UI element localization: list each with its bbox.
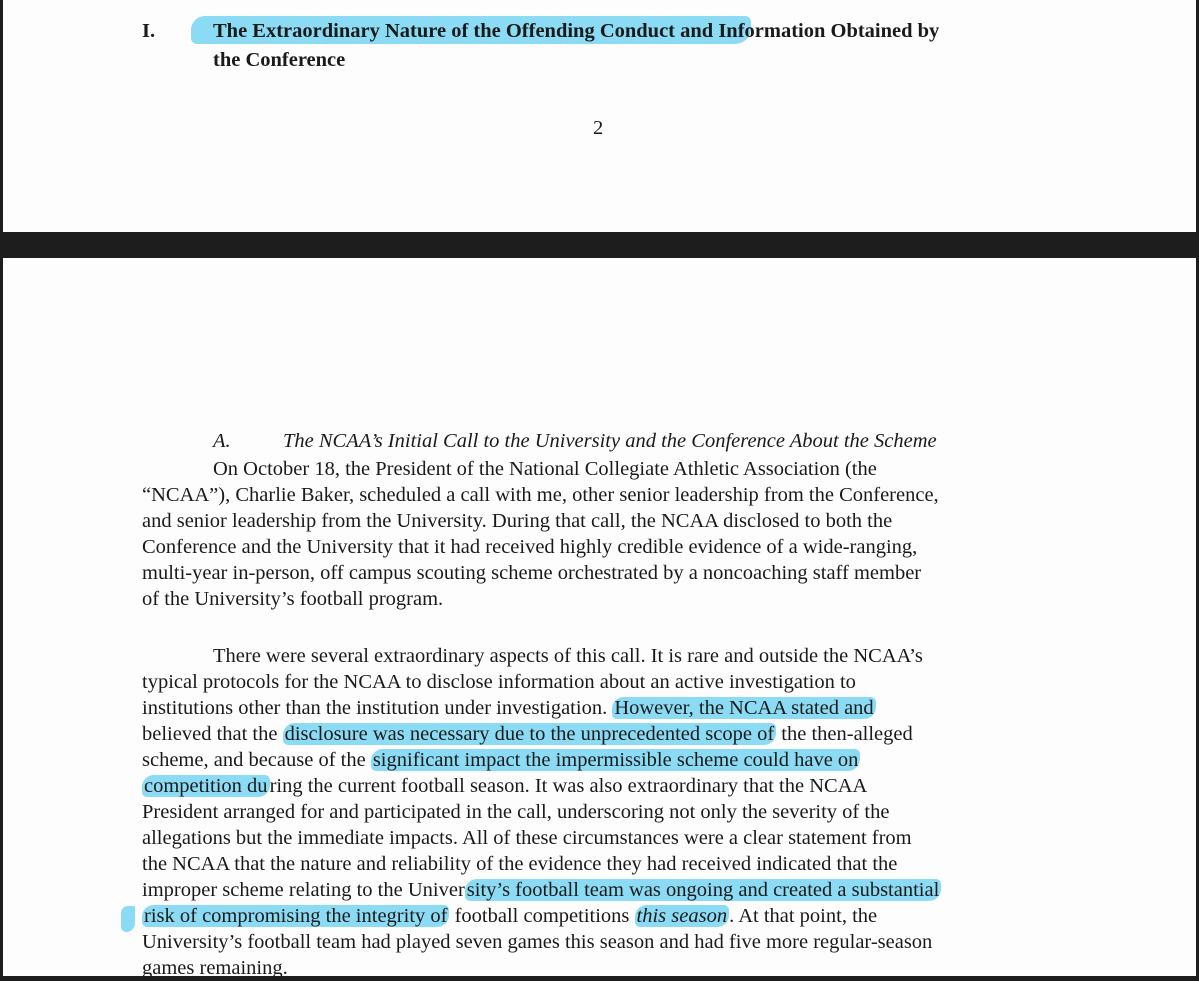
p2-line-1: There were several extraordinary aspects of this call. It is rare and outside the NCAA’s xyxy=(213,645,923,667)
p1-line-3: and senior leadership from the University. During that call, the NCAA disclosed to both the xyxy=(142,510,893,532)
p2-line-4-text: believed that the xyxy=(142,723,283,745)
p2-line-6 xyxy=(142,773,867,799)
p2-line-11-text: football competitions xyxy=(449,905,635,927)
p2-line-12: University’s football team had played seven games this season and had five more regular-season xyxy=(142,931,933,953)
p1-line-5: multi-year in-person, off campus scouting scheme orchestrated by a noncoaching staff member xyxy=(142,562,922,584)
highlight-competition: competition du xyxy=(144,775,268,797)
p2-line-13: games remaining. xyxy=(142,957,288,979)
heading-title-line2: the Conference xyxy=(213,49,346,71)
p2-line-6-tail: ring the current football season. It was also extraordinary that the NCAA xyxy=(269,775,868,797)
p2-line-7: President arranged for and participated in the call, underscoring not only the severity of the xyxy=(142,801,890,823)
p1-line-4: Conference and the University that it had received highly credible evidence of a wide-ranging, xyxy=(142,536,918,558)
section-letter: A. xyxy=(213,430,231,452)
p2-line-4-tail: the then-alleged xyxy=(776,723,913,745)
page-separator xyxy=(0,232,1199,258)
highlight-significant-impact: significant impact the impermissible scheme could have on xyxy=(372,749,859,771)
p2-line-5-text: scheme, and because of the xyxy=(142,749,371,771)
heading-title-highlighted: The Extraordinary Nature of the Offending Conduct xyxy=(213,20,676,42)
document-page-top xyxy=(3,0,1196,232)
p1-line-2: “NCAA”), Charlie Baker, scheduled a call with me, other senior leadership from the Conference, xyxy=(142,484,939,506)
highlight-risk: risk of compromising the integrity of xyxy=(144,905,448,927)
highlight-football-team: sity’s football team was ongoing and created a substantial xyxy=(466,879,940,901)
highlight-disclosure: disclosure was necessary due to the unprecedented scope of xyxy=(284,723,775,745)
heading-number: I. xyxy=(142,20,156,42)
p2-line-5 xyxy=(142,747,860,773)
p2-line-9: the NCAA that the nature and reliability of the evidence they had received indicated that the xyxy=(142,853,898,875)
p2-line-4 xyxy=(142,721,913,747)
highlight-swoosh-left xyxy=(121,906,135,932)
p2-line-11-tail: . At that point, the xyxy=(729,905,878,927)
highlight-however: However, the NCAA stated and xyxy=(614,697,874,719)
p2-line-3-text: institutions other than the institution under investigation. xyxy=(142,697,613,719)
p2-line-8: allegations but the immediate impacts. All of these circumstances were a clear statement from xyxy=(142,827,912,849)
p1-line-6: of the University’s football program. xyxy=(142,588,444,610)
p2-line-10 xyxy=(142,877,941,903)
page-number: 2 xyxy=(593,117,604,139)
p2-line-2: typical protocols for the NCAA to disclose information about an active investigation to xyxy=(142,671,856,693)
heading-title xyxy=(213,18,939,44)
p2-line-3 xyxy=(142,695,876,721)
section-title: The NCAA’s Initial Call to the University and the Conference About the Scheme xyxy=(283,430,937,452)
highlight-this-season: this season xyxy=(636,905,728,927)
heading-title-rest: and Information Obtained by xyxy=(675,20,940,42)
document-page-bottom xyxy=(3,258,1196,979)
p1-line-1: On October 18, the President of the National Collegiate Athletic Association (the xyxy=(213,458,877,480)
p2-line-10-text: improper scheme relating to the Univer xyxy=(142,879,465,901)
p2-line-11 xyxy=(142,903,877,929)
